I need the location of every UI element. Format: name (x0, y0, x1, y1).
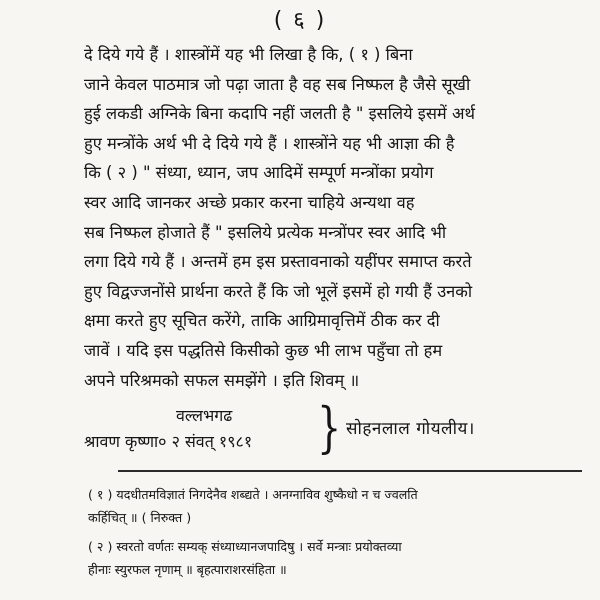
footnote-line: हीनाः स्युरफल नृणाम् ॥ बृहत्पाराशरसंहिता ॥ (88, 562, 287, 577)
body-line: जाने केवल पाठमात्र जो पढ़ा जाता है वह सब निष्फल है जैसे सूखी (84, 74, 471, 94)
body-line: सब निष्फल होजाते हैं " इसलिये प्रत्येक मन्त्रोंपर स्वर आदि भी (84, 222, 447, 242)
body-line: कि ( २ ) " संध्या, ध्यान, जप आदिमें सम्पूर्ण मन्त्रोंका प्रयोग (84, 163, 434, 183)
signature-block (84, 396, 584, 459)
footnote-line: ( २ ) स्वरतो वर्णतः सम्यक् संध्याध्यानजपादिषु । सर्वे मन्त्राः प्रयोक्तव्या (88, 539, 402, 554)
body-line: हुए विद्वज्जनोंसे प्रार्थना करते हैं कि जो भूलें इसमें हो गयी हैं उनको (84, 281, 473, 301)
signature-author: सोहनलाल गोयलीय। (346, 419, 475, 439)
body-text (84, 40, 584, 395)
body-line: जावें । यदि इस पद्धतिसे किसीको कुछ भी लाभ पहुँचा तो हम (84, 340, 443, 360)
footnote-line: कर्हिचित् ॥ ( निरुक्त ) (88, 510, 192, 525)
footnote-divider (118, 470, 582, 472)
body-line: दे दिये गये हैं । शास्त्रोंमें यह भी लिखा है कि, ( १ ) बिना (84, 45, 413, 64)
body-line: लगा दिये गये हैं । अन्तमें हम इस प्रस्तावनाको यहींपर समाप्त करते (84, 252, 472, 272)
signature-place: वल्लभगढ (176, 406, 233, 425)
signature-brace: } (317, 396, 342, 459)
footnote-line: ( १ ) यदधीतमविज्ञातं निगदेनैव शब्द्यते । अनग्नाविव शुष्कैधो न च ज्वलति (88, 487, 418, 502)
footnotes (88, 483, 588, 581)
signature-date: श्रावण कृष्णा० २ संवत् १९८१ (84, 432, 253, 451)
body-line: हुए मन्त्रोंके अर्थ भी दे दिये गये हैं । शास्त्रोंने यह भी आज्ञा की है (84, 133, 455, 153)
body-line: हुई लकडी अग्निके बिना कदापि नहीं जलती है " इसलिये इसमें अर्थ (84, 104, 475, 124)
body-line: स्वर आदि जानकर अच्छे प्रकार करना चाहिये अन्यथा वह (84, 192, 415, 212)
body-line: क्षमा करते हुए सूचित करेंगे, ताकि आग्रिमावृत्तिमें ठीक कर दी (84, 311, 440, 331)
body-line: अपने परिश्रमको सफल समझेंगे । इति शिवम् ॥ (84, 370, 360, 390)
page-number: ( ६ ) (273, 8, 327, 33)
